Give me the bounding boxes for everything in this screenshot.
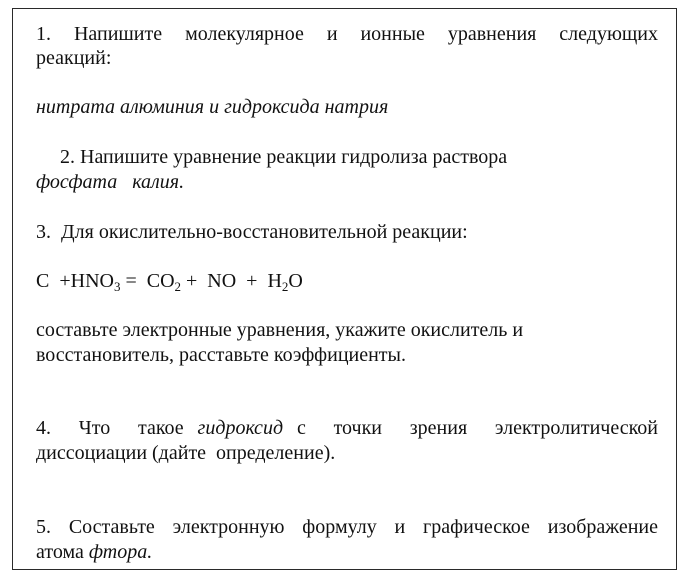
task2-line1: 2. Напишите уравнение реакции гидролиза раствора: [60, 146, 508, 168]
eq-oxygen: O: [288, 270, 303, 292]
task1-line2: реакций:: [36, 47, 112, 69]
eq-hno3: +HNO: [59, 270, 114, 292]
eq-carbon: C: [36, 270, 50, 292]
task4-line2: диссоциации (дайте определение).: [36, 442, 336, 464]
task4-term: гидроксид: [197, 417, 284, 439]
task3-line1: 3. Для окислительно-восстановительной реакции:: [36, 221, 468, 243]
task1-reagents: нитрата алюминия и гидроксида натрия: [36, 96, 389, 118]
eq-h2o-sub: 2: [281, 279, 289, 294]
eq-co2-sub: 2: [174, 279, 182, 294]
task4-part2: с точки зрения электролитической: [283, 417, 658, 439]
eq-co2: = CO: [120, 270, 175, 292]
task1-line1: 1. Напишите молекулярное и ионные уравнения следующих: [36, 23, 658, 45]
task4-part1: 4. Что такое: [36, 417, 198, 439]
task2-reagent: фосфата калия.: [36, 171, 185, 193]
task5-line2: [36, 540, 152, 564]
eq-hno3-sub: 3: [113, 279, 121, 294]
task3-equation: [36, 269, 303, 293]
task3-line3: составьте электронные уравнения, укажите окислитель и: [36, 319, 524, 341]
task3-line4: восстановитель, расставьте коэффициенты.: [36, 344, 406, 366]
eq-no-h2o: + NO + H: [181, 270, 282, 292]
task5-part1: атома: [36, 541, 89, 563]
task5-line1: 5. Составьте электронную формулу и графическое изображение: [36, 516, 658, 538]
task5-element: фтора.: [88, 541, 153, 563]
task4-line1: [36, 416, 658, 440]
